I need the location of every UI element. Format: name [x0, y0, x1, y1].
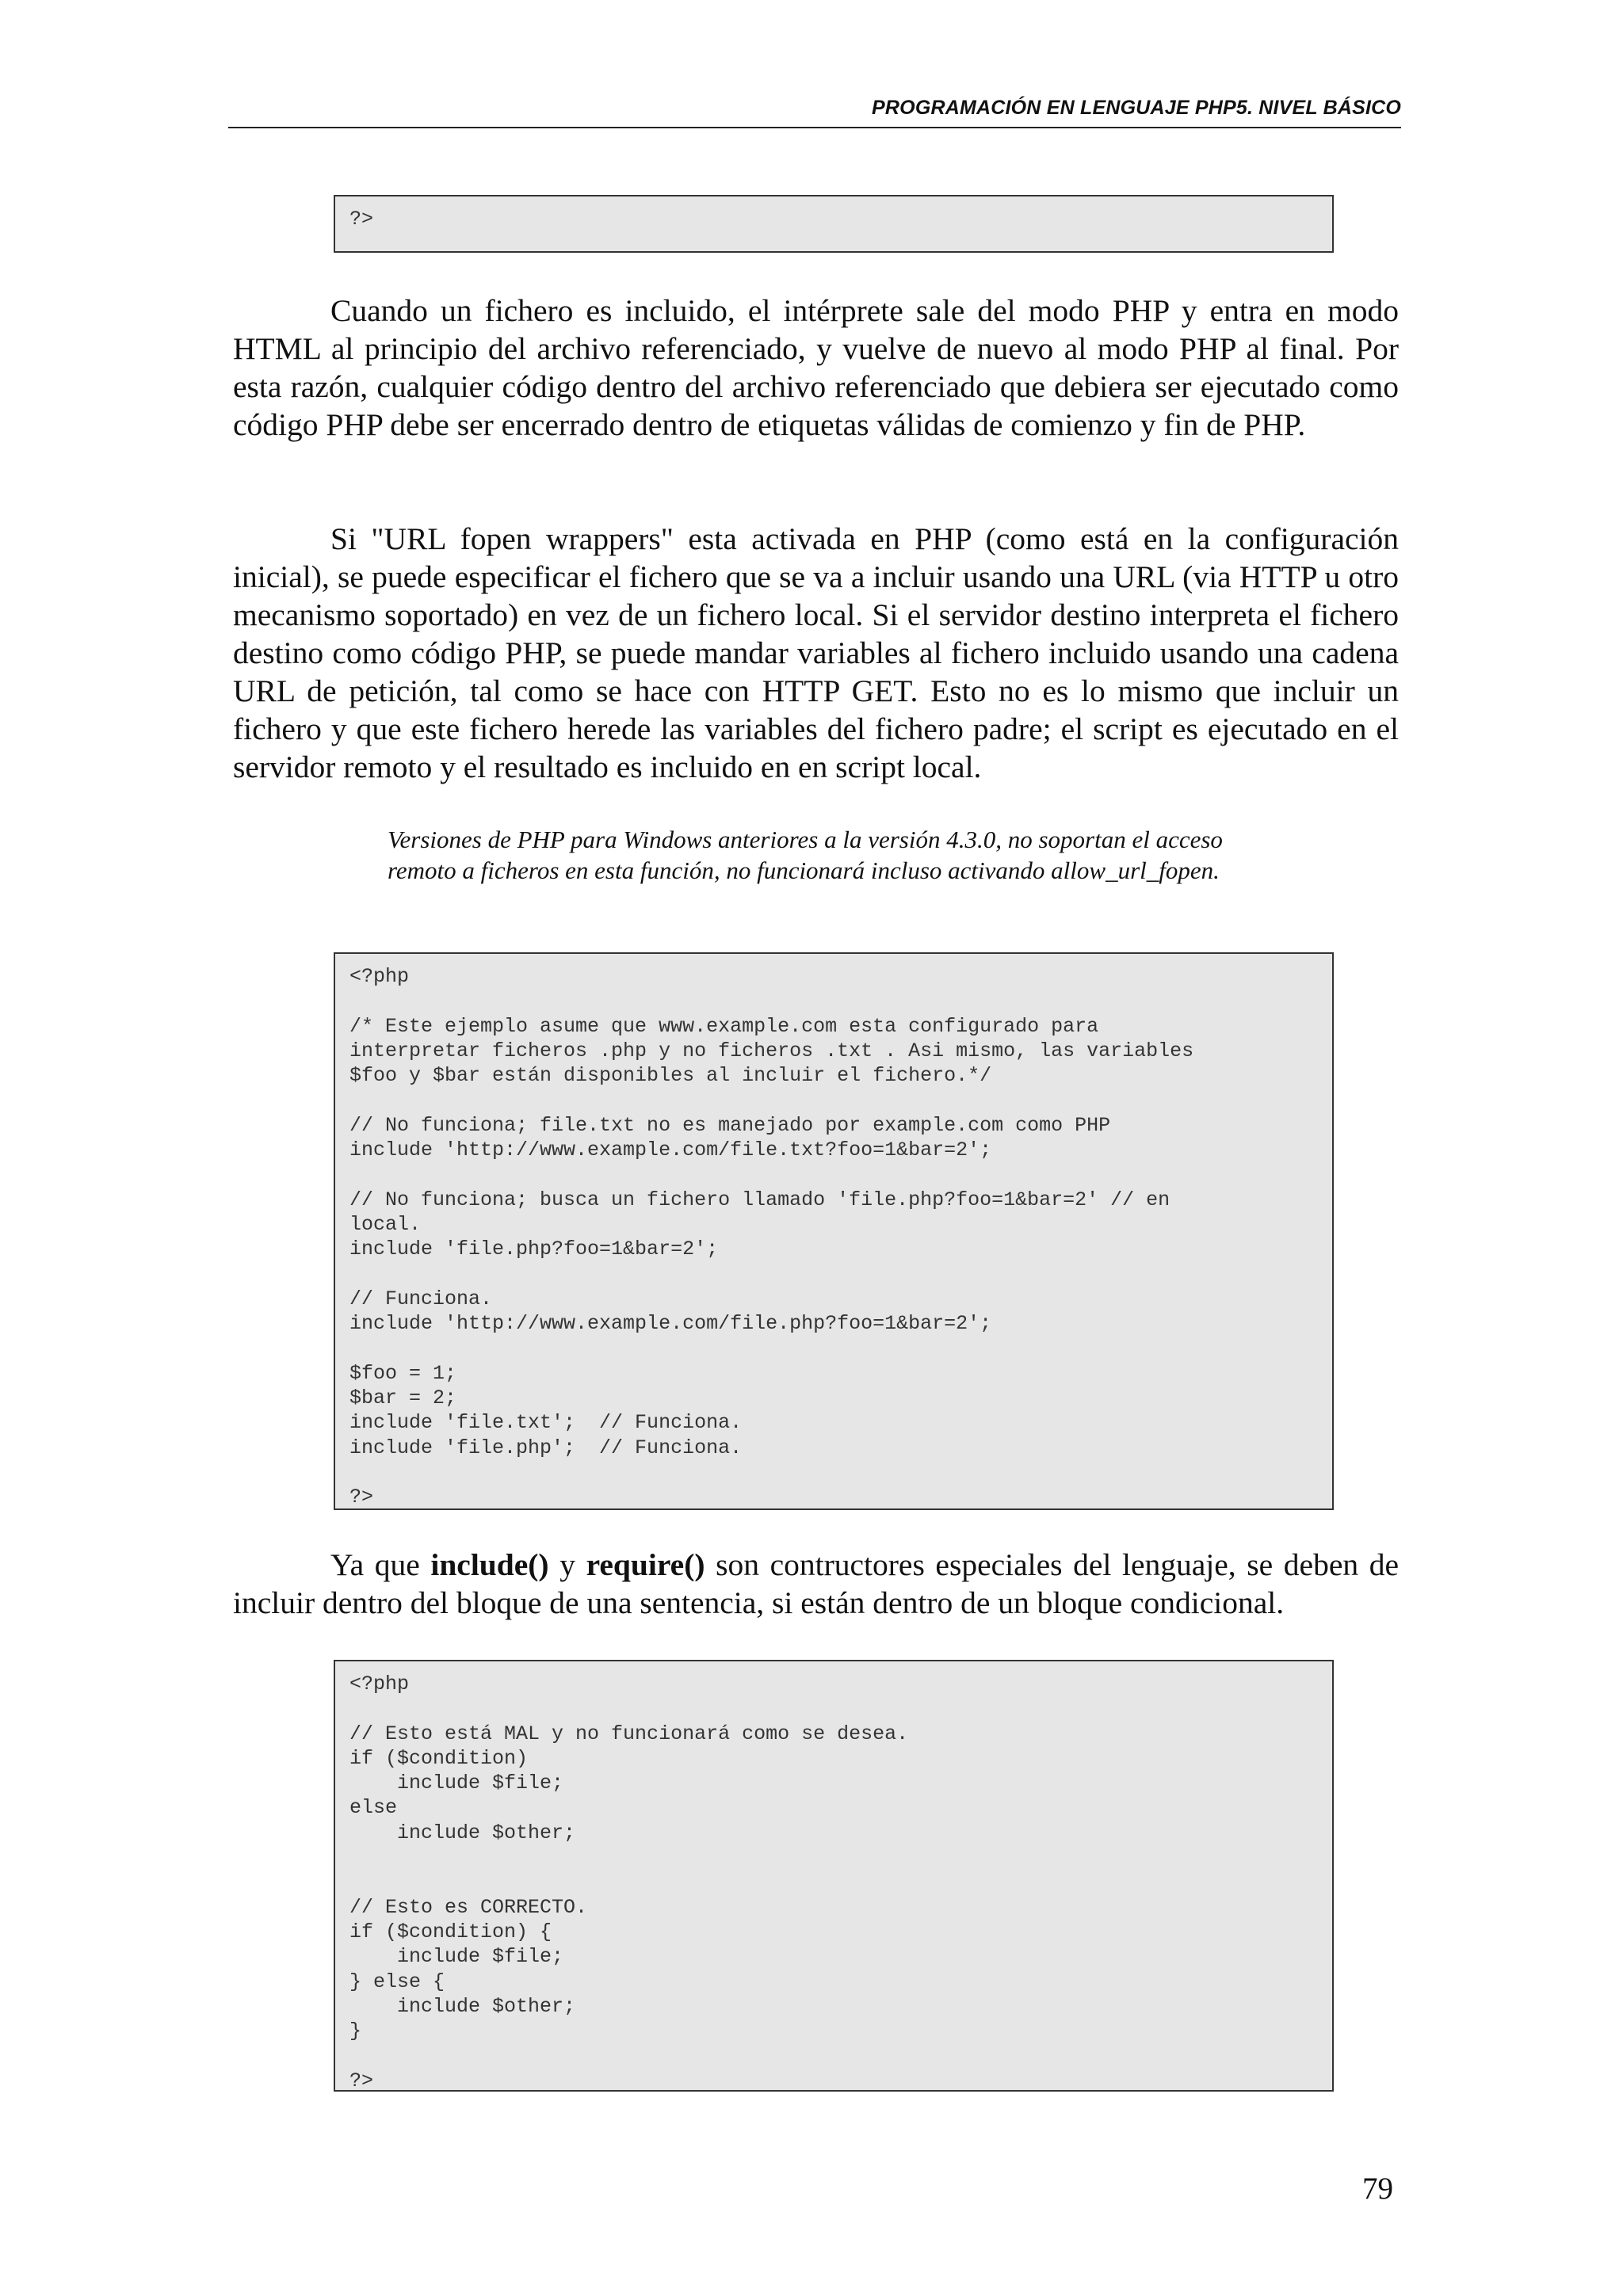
paragraph-include-mode: Cuando un fichero es incluido, el intérprete sale del modo PHP y entra en modo HTML al principio del archivo referenciado, y vuelve de nuevo al modo PHP al final. Por esta razón, cualquier código dentro del archivo referenciado que debiera ser ejecutado como código PHP debe ser encerrado dentro de etiquetas válidas de comienzo y fin de PHP. [233, 293, 1399, 442]
keyword-require: require() [586, 1547, 705, 1582]
page-number: 79 [1362, 2172, 1393, 2206]
paragraph-text: Ya que [330, 1547, 431, 1582]
code-block-remote-include: <?php /* Este ejemplo asume que www.example.com esta configurado para interpretar ficheros .php y no ficheros .txt . Asi mismo, las variables $foo y $bar están disponibles al incluir el fichero.*/ // No funciona; file.txt no es manejado por example.com como PHP include 'http://www.example.com/file.txt?foo=1&bar=2'; // No funciona; busca un fichero llamado 'file.php?foo=1&bar=2' // en local. include 'file.php?foo=1&bar=2'; // Funciona. include 'http://www.example.com/file.php?foo=1&bar=2'; $foo = 1; $bar = 2; include 'file.txt'; // Funciona. include 'file.php'; // Funciona. ?> [334, 952, 1334, 1510]
code-block-closing-tag: ?> [334, 195, 1334, 253]
paragraph-include-require [233, 1546, 1399, 1622]
keyword-include: include() [430, 1547, 549, 1582]
code-block-conditional-include: <?php // Esto está MAL y no funcionará como se desea. if ($condition) include $file; else include $other; // Esto es CORRECTO. if ($condition) { include $file; } else { include $other; } ?> [334, 1660, 1334, 2092]
paragraph-text: son contructores especiales del lenguaje, se deben de incluir dentro del bloque de una sentencia, si están dentro de un bloque condicional. [233, 1547, 1400, 1620]
paragraph-url-fopen: Si "URL fopen wrappers" esta activada en PHP (como está en la configuración inicial), se puede especificar el fichero que se va a incluir usando una URL (via HTTP u otro mecanismo soportado) en vez de un fichero local. Si el servidor destino interpreta el fichero destino como código PHP, se puede mandar variables al fichero incluido usando una cadena URL de petición, tal como se hace con HTTP GET. Esto no es lo mismo que incluir un fichero y que este fichero herede las variables del fichero padre; el script es ejecutado en el servidor remoto y el resultado es incluido en en script local. [233, 521, 1399, 784]
header-title: PROGRAMACIÓN EN LENGUAJE PHP5. NIVEL BÁSICO [872, 97, 1401, 119]
page-header [228, 97, 1401, 128]
note-windows-versions: Versiones de PHP para Windows anteriores a la versión 4.3.0, no soportan el acceso remoto a ficheros en esta función, no funcionará incluso activando allow_url_fopen. [388, 826, 1223, 884]
paragraph-text: y [548, 1547, 586, 1582]
